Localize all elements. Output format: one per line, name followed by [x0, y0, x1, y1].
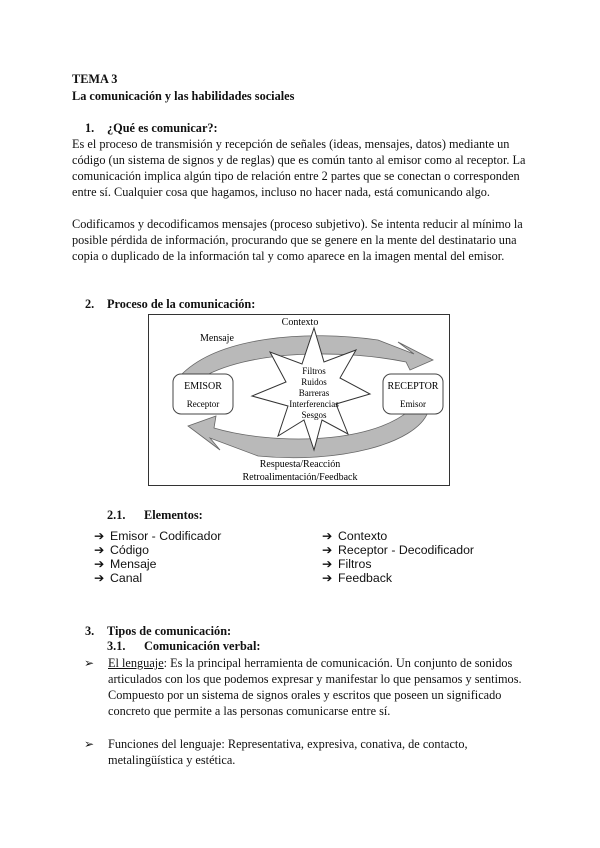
- message-label: Mensaje: [200, 333, 234, 344]
- paragraph-line: concreto que permite a las personas comunicarse entre sí.: [108, 704, 391, 718]
- list-item: ➔ Contexto: [322, 529, 388, 543]
- arrow-icon: ➔: [322, 543, 333, 557]
- list-item: ➔ Canal: [94, 571, 143, 585]
- paragraph-line: código (un sistema de signos y de reglas) que es común tanto al emisor como al receptor. La: [72, 153, 526, 167]
- topic-number: TEMA 3: [72, 72, 118, 86]
- receptor-label: RECEPTOR: [387, 381, 439, 392]
- paragraph-line: Funciones del lenguaje: Representativa, expresiva, conativa, de contacto,: [108, 737, 468, 751]
- subsection-2-1-title: Elementos:: [144, 508, 203, 522]
- list-item: ➔ Receptor - Decodificador: [322, 543, 475, 557]
- language-bullet: [84, 655, 522, 719]
- paragraph-line: copia o duplicado de la información tal y como aparece en la imagen mental del emisor.: [72, 249, 505, 263]
- emisor-sublabel: Receptor: [186, 399, 220, 409]
- bullet-icon: ➢: [84, 737, 95, 751]
- elements-list-right: [322, 529, 474, 585]
- arrow-icon: ➔: [322, 557, 333, 571]
- star-text-1: Filtros: [302, 366, 326, 376]
- list-item: ➔ Código: [94, 543, 149, 557]
- list-item: ➔ Feedback: [322, 571, 393, 585]
- section-3-title: Tipos de comunicación:: [107, 624, 232, 638]
- functions-bullet: [84, 736, 468, 768]
- section-1-paragraph-1: [72, 136, 526, 200]
- section-1-title: ¿Qué es comunicar?:: [107, 121, 218, 135]
- communication-process-diagram: [148, 314, 450, 486]
- topic-title: La comunicación y las habilidades sociales: [72, 89, 295, 103]
- list-item: ➔ Filtros: [322, 557, 372, 571]
- context-label: Contexto: [281, 317, 319, 328]
- paragraph-line: metalingüística y estética.: [108, 753, 236, 767]
- subsection-3-1-number: 3.1.: [107, 639, 126, 653]
- paragraph-line: posible pérdida de información, procurando que se genere en la mente del destinatario una: [72, 233, 517, 247]
- section-2-number: 2.: [85, 297, 95, 311]
- paragraph-line: Codificamos y decodificamos mensajes (proceso subjetivo). Se intenta reducir al mínimo la: [72, 217, 523, 231]
- subsection-3-1-title: Comunicación verbal:: [144, 639, 261, 653]
- star-text-4: Interferencias: [289, 399, 339, 409]
- bullet-icon: ➢: [84, 656, 95, 670]
- receptor-sublabel: Emisor: [400, 399, 426, 409]
- paragraph-line: El lenguaje: Es la principal herramienta de comunicación. Un conjunto de sonidos: [108, 656, 513, 670]
- list-item: ➔ Emisor - Codificador: [94, 529, 222, 543]
- arrow-icon: ➔: [322, 571, 333, 585]
- star-text-3: Barreras: [298, 388, 330, 398]
- arrow-icon: ➔: [94, 557, 105, 571]
- response-label: Respuesta/Reacción: [259, 459, 341, 470]
- paragraph-line: comunicación implica algún tipo de relación entre 2 partes que se conectan o corresponden: [72, 169, 520, 183]
- paragraph-line: articulados con los que podemos expresar y manifestar lo que pensamos y sentimos.: [108, 672, 522, 686]
- arrow-icon: ➔: [322, 529, 333, 543]
- star-text-2: Ruidos: [301, 377, 327, 387]
- paragraph-line: entre sí. Cualquier cosa que hagamos, incluso no hacer nada, está comunicando algo.: [72, 185, 490, 199]
- elements-list-left: [94, 529, 221, 585]
- section-1-paragraph-2: [72, 216, 523, 264]
- section-1-number: 1.: [85, 121, 95, 135]
- emisor-label: EMISOR: [184, 381, 222, 392]
- term-language: El lenguaje: [108, 656, 164, 670]
- star-text-5: Sesgos: [301, 410, 327, 420]
- arrow-icon: ➔: [94, 571, 105, 585]
- arrow-icon: ➔: [94, 543, 105, 557]
- list-item: ➔ Mensaje: [94, 557, 157, 571]
- feedback-label: Retroalimentación/Feedback: [242, 472, 358, 483]
- section-3-number: 3.: [85, 624, 95, 638]
- subsection-2-1-number: 2.1.: [107, 508, 126, 522]
- section-2-title: Proceso de la comunicación:: [107, 297, 256, 311]
- arrow-icon: ➔: [94, 529, 105, 543]
- paragraph-line: Es el proceso de transmisión y recepción de señales (ideas, mensajes, datos) mediante un: [72, 137, 510, 151]
- paragraph-line: Compuesto por un sistema de signos orales y escritos que poseen un significado: [108, 688, 502, 702]
